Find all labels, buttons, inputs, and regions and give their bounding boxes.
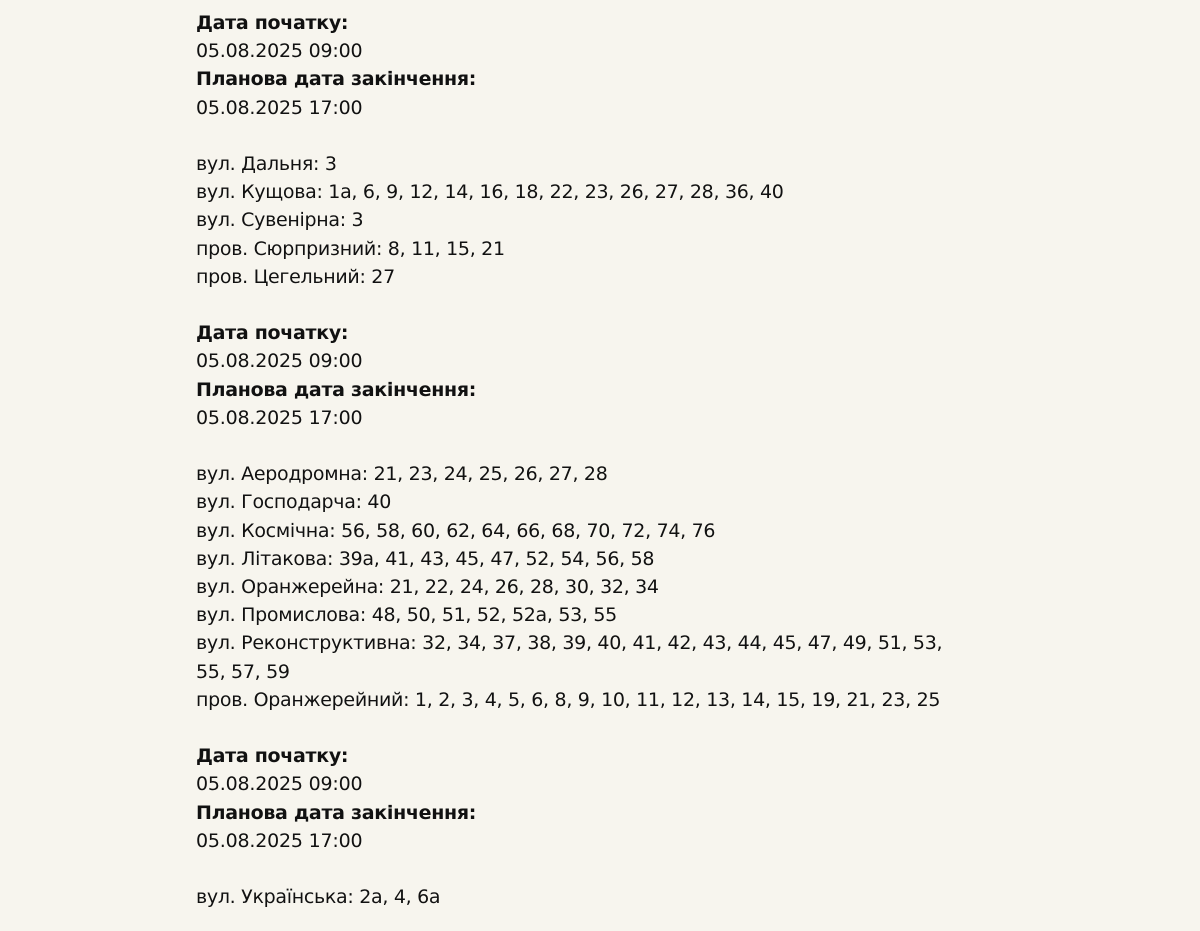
address-item: вул. Космічна: 56, 58, 60, 62, 64, 66, 68, 70, 72, 74, 76 — [196, 519, 716, 542]
start-date-value: 05.08.2025 09:00 — [196, 350, 363, 373]
spacer — [196, 122, 970, 150]
address-list — [196, 460, 970, 714]
address-item: вул. Сувенірна: 3 — [196, 209, 364, 232]
outage-block — [196, 319, 970, 714]
address-item: вул. Українська: 2а, 4, 6а — [196, 886, 441, 909]
address-item: вул. Кущова: 1а, 6, 9, 12, 14, 16, 18, 22, 23, 26, 27, 28, 36, 40 — [196, 181, 784, 204]
start-date-label: Дата початку: — [196, 322, 349, 345]
start-date-label: Дата початку: — [196, 12, 349, 34]
spacer — [196, 432, 970, 460]
end-date-label: Планова дата закінчення: — [196, 801, 477, 824]
address-item: вул. Дальня: 3 — [196, 153, 337, 175]
address-item: вул. Оранжерейна: 21, 22, 24, 26, 28, 30, 32, 34 — [196, 576, 659, 599]
start-date-value: 05.08.2025 09:00 — [196, 773, 363, 796]
address-list — [196, 150, 970, 291]
end-date-label: Планова дата закінчення: — [196, 68, 477, 91]
address-list — [196, 883, 970, 911]
address-item: вул. Літакова: 39а, 41, 43, 45, 47, 52, 54, 56, 58 — [196, 547, 655, 570]
address-item: вул. Реконструктивна: 32, 34, 37, 38, 39, 40, 41, 42, 43, 44, 45, 47, 49, 51, 53, 55, 57, 59 — [196, 632, 943, 683]
start-date-label: Дата початку: — [196, 745, 349, 768]
address-item: вул. Аеродромна: 21, 23, 24, 25, 26, 27, 28 — [196, 463, 608, 486]
end-date-label: Планова дата закінчення: — [196, 378, 477, 401]
end-date-value: 05.08.2025 17:00 — [196, 829, 363, 852]
address-item: пров. Оранжерейний: 1, 2, 3, 4, 5, 6, 8, 9, 10, 11, 12, 13, 14, 15, 19, 21, 23, 25 — [196, 688, 941, 711]
address-item: вул. Промислова: 48, 50, 51, 52, 52а, 53, 55 — [196, 604, 617, 627]
end-date-value: 05.08.2025 17:00 — [196, 406, 363, 429]
outage-block — [196, 742, 970, 911]
end-date-value: 05.08.2025 17:00 — [196, 96, 363, 119]
outage-block — [196, 9, 970, 291]
spacer — [196, 855, 970, 883]
address-item: пров. Цегельний: 27 — [196, 265, 395, 288]
start-date-value: 05.08.2025 09:00 — [196, 40, 363, 63]
address-item: пров. Сюрпризний: 8, 11, 15, 21 — [196, 237, 505, 260]
address-item: вул. Господарча: 40 — [196, 491, 391, 514]
